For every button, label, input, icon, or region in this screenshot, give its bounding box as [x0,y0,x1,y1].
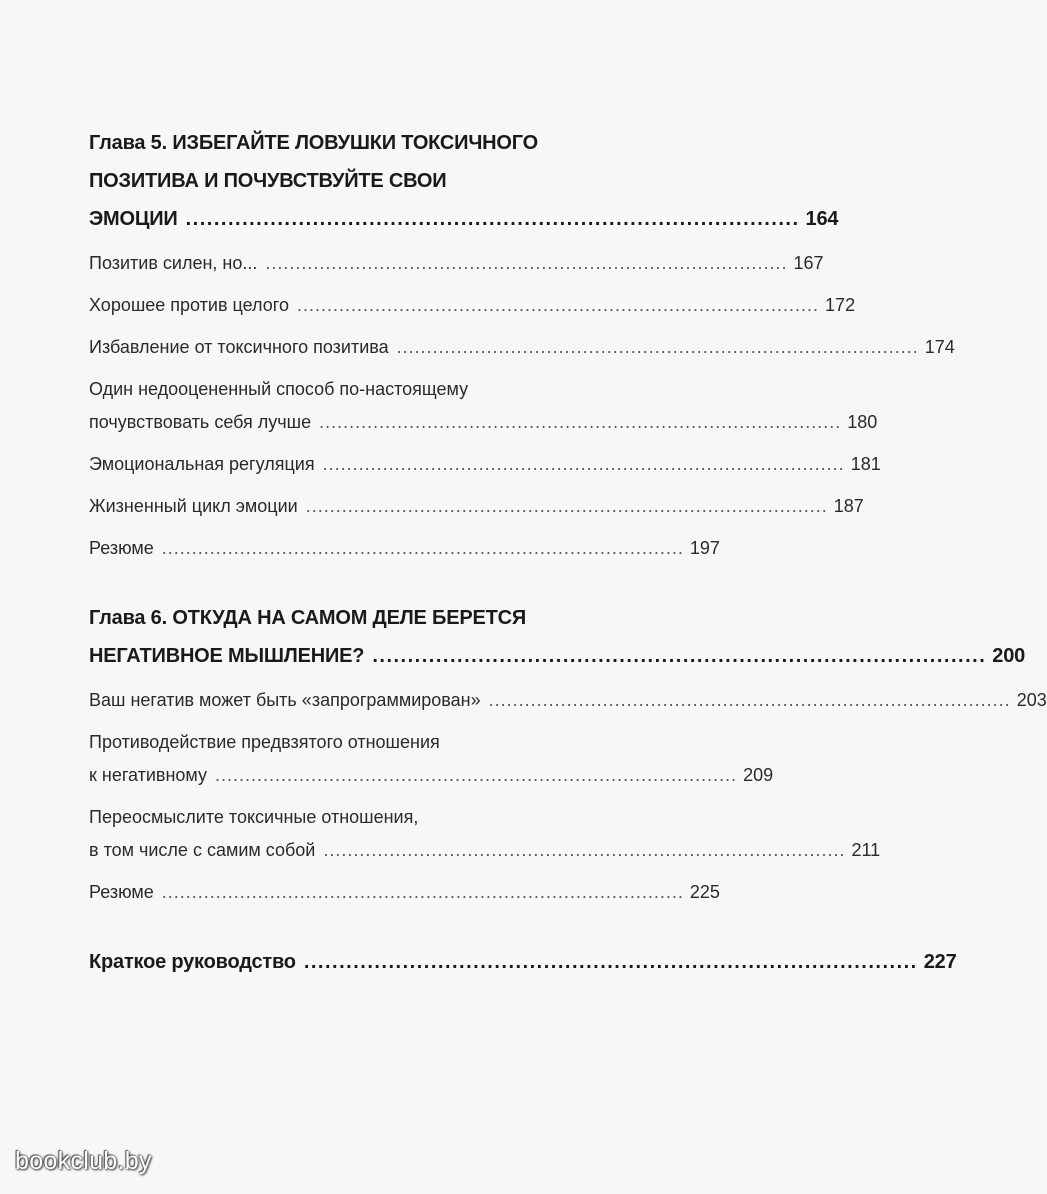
page-number: 203 [1016,690,1047,710]
dot-leader: ....................................................................................... [296,295,820,315]
chapter-block [89,124,955,565]
dot-leader: ....................................................................................... [322,454,845,474]
section-title-line: Один недооцененный способ по-настоящему [89,379,469,399]
page-number: 209 [743,765,774,785]
toc-entry[interactable] [89,490,864,523]
dot-leader: ....................................................................................... [215,765,738,785]
chapter-title-line: Глава 5. ИЗБЕГАЙТЕ ЛОВУШКИ ТОКСИЧНОГО [89,132,539,154]
dot-leader: ....................................................................................... [185,208,800,230]
page-number: 197 [689,538,720,558]
toc-entry[interactable] [89,373,878,439]
toc-entry[interactable] [89,726,774,792]
dot-leader: ....................................................................................... [161,538,684,558]
section-title: к негативному [89,765,208,785]
chapter-title-line: НЕГАТИВНОЕ МЫШЛЕНИЕ? [89,645,365,667]
watermark: bookclub.by [15,1147,152,1175]
toc-entry[interactable] [89,943,957,981]
toc-entry[interactable] [89,532,720,565]
dot-leader: ....................................................................................... [319,412,842,432]
section-title: Резюме [89,538,154,558]
toc-entry[interactable] [89,876,720,909]
section-title: Жизненный цикл эмоции [89,496,298,516]
section-title: Эмоциональная регуляция [89,454,315,474]
section-title: почувствовать себя лучше [89,412,312,432]
page-number: 225 [689,882,720,902]
page-number: 174 [924,337,955,357]
toc-entry[interactable] [89,200,839,238]
chapter-heading [89,599,1026,675]
page-number: 172 [825,295,856,315]
section-title: Хорошее против целого [89,295,289,315]
section-title: Ваш негатив может быть «запрограммирован» [89,690,481,710]
toc-entry[interactable] [89,448,881,481]
toc-entry[interactable] [89,247,824,280]
guide-title: Краткое руководство [89,951,296,973]
dot-leader: ....................................................................................... [161,882,684,902]
page-number: 227 [923,951,957,973]
chapter-block [89,599,1047,909]
chapter-title-line: ПОЗИТИВА И ПОЧУВСТВУЙТЕ СВОИ [89,170,447,192]
chapter-title-line: Глава 6. ОТКУДА НА САМОМ ДЕЛЕ БЕРЕТСЯ [89,607,527,629]
page-number: 200 [992,645,1026,667]
toc-entry[interactable] [89,801,881,867]
section-title: Позитив силен, но... [89,253,258,273]
table-of-contents [89,124,1047,981]
page-number: 181 [850,454,881,474]
section-title-line: Переосмыслите токсичные отношения, [89,807,419,827]
page-number: 167 [793,253,824,273]
dot-leader: ....................................................................................... [323,840,846,860]
toc-entry[interactable] [89,684,1047,717]
page-number: 164 [805,208,839,230]
dot-leader: ....................................................................................... [488,690,1011,710]
toc-entry[interactable] [89,331,955,364]
dot-leader: ....................................................................................... [396,337,919,357]
chapter-heading [89,124,839,238]
toc-entry[interactable] [89,637,1026,675]
dot-leader: ....................................................................................... [265,253,788,273]
dot-leader: ....................................................................................... [303,951,918,973]
section-title: в том числе с самим собой [89,840,316,860]
page-number: 187 [833,496,864,516]
section-title: Резюме [89,882,154,902]
page-number: 211 [851,840,881,860]
toc-entry[interactable] [89,289,856,322]
dot-leader: ....................................................................................... [305,496,828,516]
page-number: 180 [847,412,878,432]
section-title-line: Противодействие предвзятого отношения [89,732,440,752]
chapter-title-line: ЭМОЦИИ [89,208,178,230]
section-title: Избавление от токсичного позитива [89,337,389,357]
dot-leader: ....................................................................................... [372,645,987,667]
